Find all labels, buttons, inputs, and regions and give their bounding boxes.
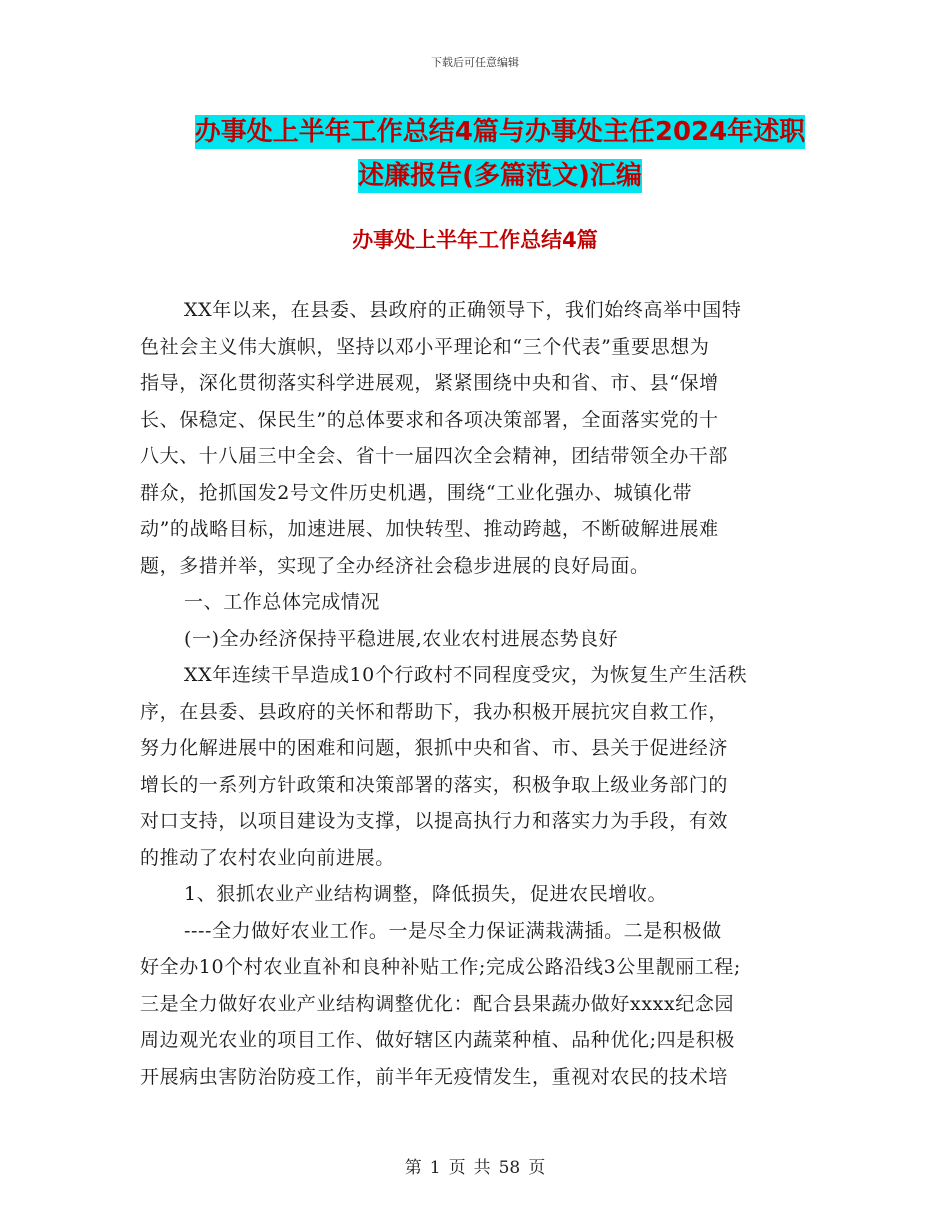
title-highlight-2: 述廉报告(多篇范文)汇编 [358,161,642,191]
text-line: 三是全力做好农业产业结构调整优化：配合县果蔬办做好xxxx纪念园 [140,992,735,1015]
header-note: 下载后可任意编辑 [431,56,519,69]
section-title: 办事处上半年工作总结4篇 [352,228,598,252]
document-title-line-2 [120,154,880,198]
title-highlight-1: 办事处上半年工作总结4篇与办事处主任2024年述职 [194,117,806,147]
text-line: 长、保稳定、保民生”的总体要求和各项决策部署，全面落实党的十 [140,408,719,431]
text-line: 1、狠抓农业产业结构调整，降低损失，促进农民增收。 [184,883,668,905]
text-line: 八大、十八届三中全会、省十一届四次全会精神，团结带领全办干部 [140,445,729,467]
text-line: 对口支持，以项目建设为支撑，以提高执行力和落实力为手段，有效 [140,810,729,832]
text-line: 动”的战略目标，加速进展、加快转型、推动跨越，不断破解进展难 [140,518,719,540]
body-text [140,292,812,1095]
document-title-line-1 [120,110,880,154]
text-line: 努力化解进展中的困难和问题，狠抓中央和省、市、县关于促进经济 [140,737,729,759]
text-line: 色社会主义伟大旗帜，坚持以邓小平理论和“三个代表”重要思想为 [140,335,710,358]
text-line: ----全力做好农业工作。一是尽全力保证满栽满插。二是积极做 [184,919,722,942]
text-line: (一)全办经济保持平稳进展,农业农村进展态势良好 [184,627,619,650]
footer-total-pages: 58 [498,1158,521,1178]
text-line: 一、工作总体完成情况 [184,591,381,613]
footer-prefix: 第 [404,1158,422,1178]
footer-page-number: 1 [429,1158,441,1178]
document-title [120,110,880,198]
text-line: 指导，深化贯彻落实科学进展观，紧紧围绕中央和省、市、县“保增 [140,372,719,394]
text-line: 增长的一系列方针政策和决策部署的落实，积极争取上级业务部门的 [140,773,729,796]
text-line: 群众，抢抓国发2号文件历史机遇，围绕“工业化强办、城镇化带 [140,481,693,504]
text-line: 开展病虫害防治防疫工作，前半年无疫情发生，重视对农民的技术培 [140,1065,729,1088]
text-line: 序，在县委、县政府的关怀和帮助下，我办积极开展抗灾自救工作， [140,700,729,723]
footer-total-unit: 页 [528,1158,546,1178]
footer-page-unit: 页 [448,1158,466,1178]
text-line: 好全办10个村农业直补和良种补贴工作;完成公路沿线3公里靓丽工程; [140,956,741,978]
text-line: 周边观光农业的项目工作、做好辖区内蔬菜种植、品种优化;四是积极 [140,1029,736,1051]
footer-total-prefix: 共 [473,1158,491,1178]
text-line: 的推动了农村农业向前进展。 [140,846,395,869]
page-footer [0,1153,950,1178]
text-line: XX年以来，在县委、县政府的正确领导下，我们始终高举中国特 [184,299,742,321]
text-line: XX年连续干旱造成10个行政村不同程度受灾，为恢复生产生活秩 [184,664,748,686]
text-line: 题，多措并举，实现了全办经济社会稳步进展的良好局面。 [140,554,650,577]
